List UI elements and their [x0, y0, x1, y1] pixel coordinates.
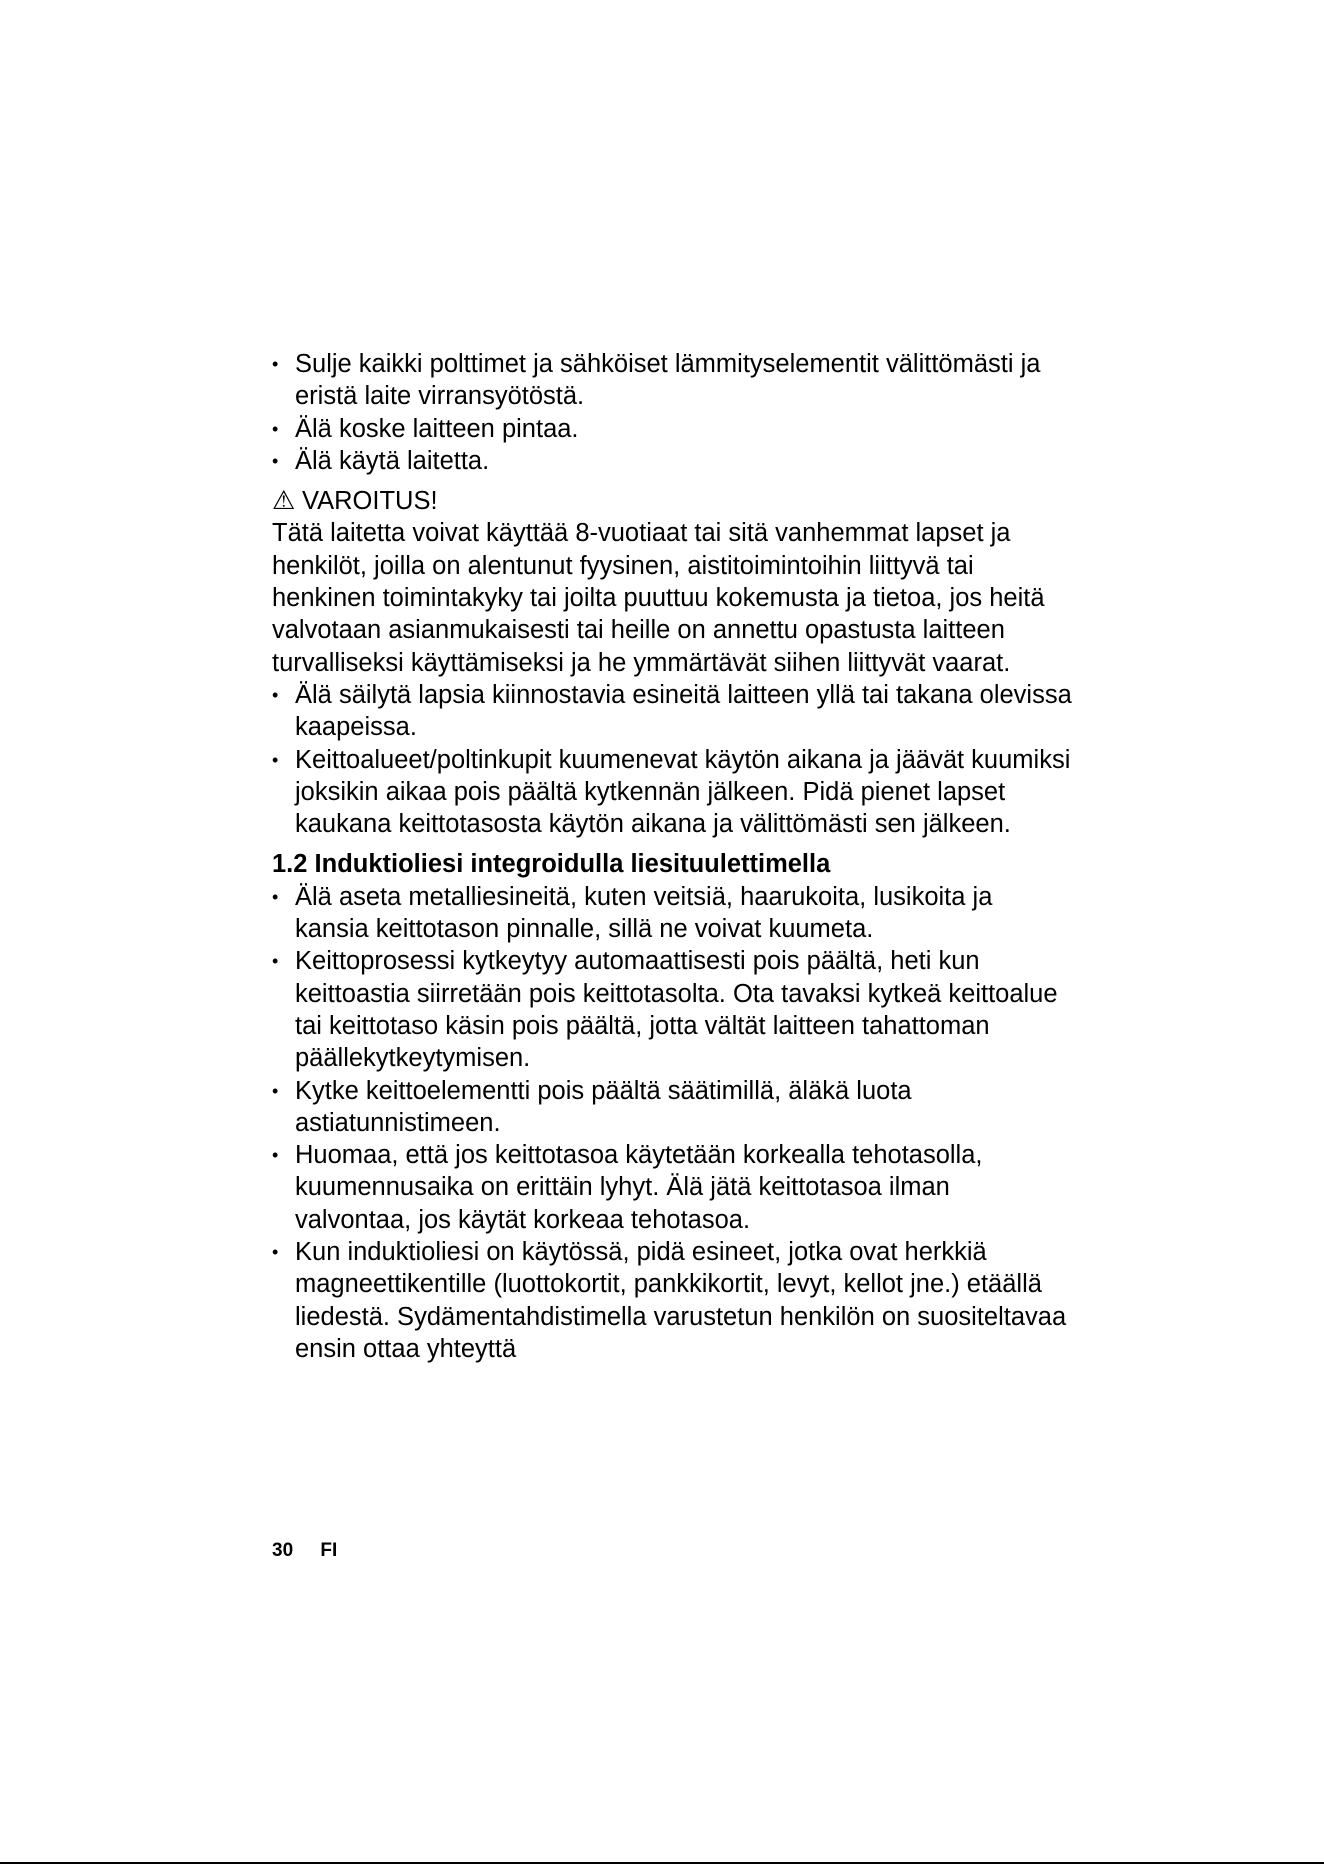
language-code: FI: [320, 1540, 338, 1561]
warning-heading: [272, 484, 1072, 517]
section-bullet-list: [272, 881, 1072, 1365]
list-item: • Keittoprosessi kytkeytyy automaattisesti pois päältä, heti kun keittoastia siirretään pois keittotasolta. Ota tavaksi kytkeä keittoalue tai keittotaso käsin pois päältä, jotta vältät laitteen tahattoman päällekytkeytymisen.: [272, 945, 1072, 1074]
list-item: • Sulje kaikki polttimet ja sähköiset lämmityselementit välittömästi ja eristä laite virransyötöstä.: [272, 348, 1072, 413]
bottom-divider: [0, 1862, 1324, 1864]
page-number: 30: [272, 1540, 294, 1561]
list-item: • Älä käytä laitetta.: [272, 445, 1072, 477]
warning-body: Tätä laitetta voivat käyttää 8-vuotiaat tai sitä vanhemmat lapset ja henkilöt, joilla on alentunut fyysinen, aistitoimintoihin liittyvä tai henkinen toimintakyky tai joilta puuttuu kokemusta ja tietoa, jos heitä valvotaan asianmukaisesti tai heille on annettu opastusta laitteen turvalliseksi käyttämiseksi ja he ymmärtävät siihen liittyvät vaarat.: [272, 519, 1045, 677]
list-item: • Älä aseta metalliesineitä, kuten veitsiä, haarukoita, lusikoita ja kansia keittotason pinnalle, sillä ne voivat kuumeta.: [272, 881, 1072, 946]
warning-title: VAROITUS!: [302, 487, 438, 516]
list-item: • Älä koske laitteen pintaa.: [272, 413, 1072, 445]
section-heading: 1.2 Induktioliesi integroidulla liesituulettimella: [272, 850, 831, 879]
warning-triangle-icon: ⚠: [272, 485, 296, 516]
list-item: • Keittoalueet/poltinkupit kuumenevat käytön aikana ja jäävät kuumiksi joksikin aikaa pois päältä kytkennän jälkeen. Pidä pienet lapset kaukana keittotasosta käytön aikana ja välittömästi sen jälkeen.: [272, 744, 1072, 841]
list-item: • Kun induktioliesi on käytössä, pidä esineet, jotka ovat herkkiä magneettikentille (luottokortit, pankkikortit, levyt, kellot jne.) etäällä liedestä. Sydämentahdistimella varustetun henkilön on suositeltavaa ensin ottaa yhteyttä: [272, 1236, 1072, 1365]
warning-bullet-list: [272, 679, 1072, 840]
top-bullet-list: [272, 348, 1072, 477]
list-item: • Huomaa, että jos keittotasoa käytetään korkealla tehotasolla, kuumennusaika on erittäin lyhyt. Älä jätä keittotasoa ilman valvontaa, jos käytät korkeaa tehotasoa.: [272, 1139, 1072, 1236]
page-content: [272, 348, 1072, 1365]
list-item: • Älä säilytä lapsia kiinnostavia esineitä laitteen yllä tai takana olevissa kaapeissa.: [272, 679, 1072, 744]
list-item: • Kytke keittoelementti pois päältä säätimillä, äläkä luota astiatunnistimeen.: [272, 1075, 1072, 1140]
page-footer: [272, 1539, 337, 1563]
